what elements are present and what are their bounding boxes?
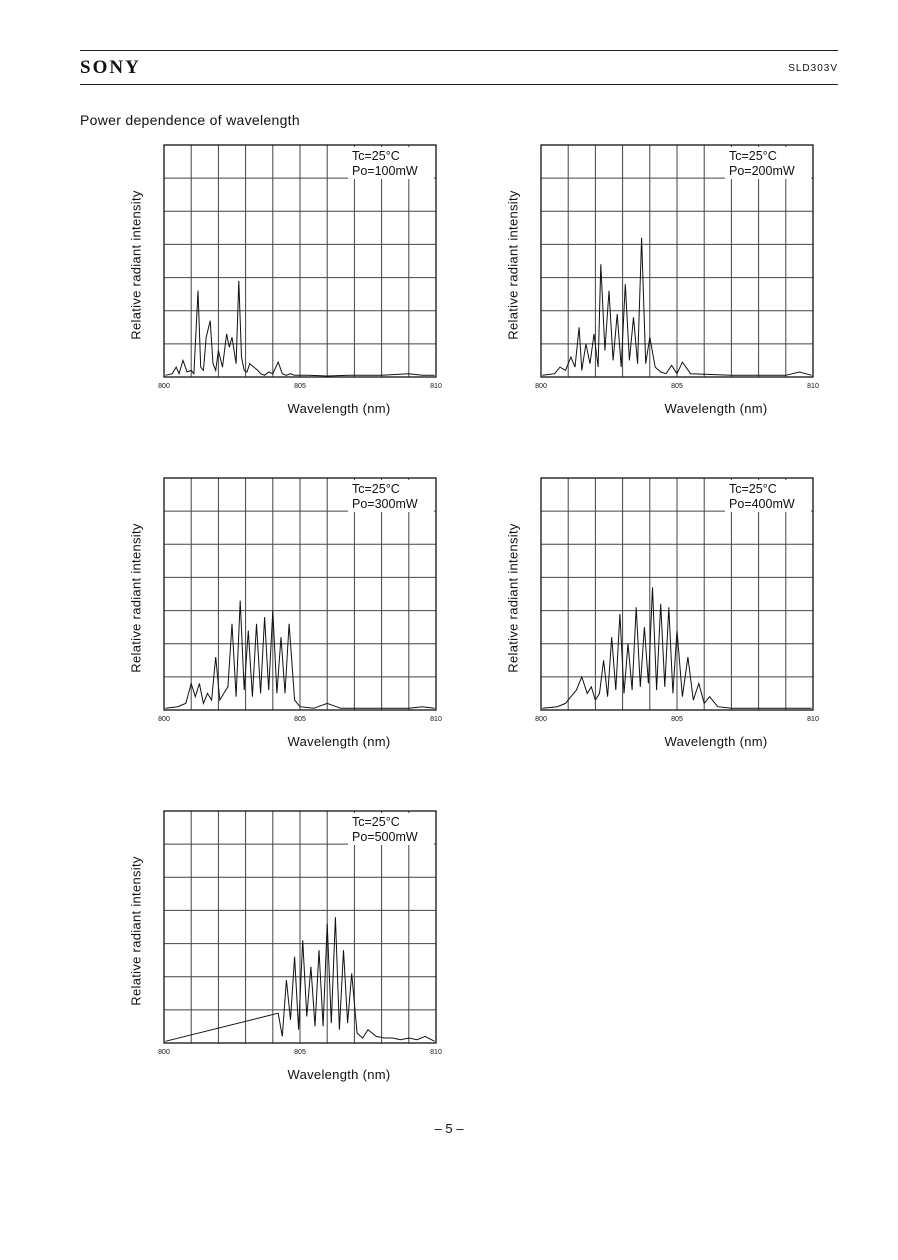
x-tick-label: 810	[807, 716, 819, 723]
x-tick-label: 800	[535, 716, 547, 723]
x-tick-label: 810	[430, 716, 442, 723]
x-axis-label: Wavelength (nm)	[287, 1067, 391, 1082]
y-axis-label: Relative radiant intensity	[128, 856, 144, 1006]
x-tick-label: 800	[158, 716, 170, 723]
y-axis-label: Relative radiant intensity	[128, 190, 144, 340]
x-tick-label: 810	[430, 383, 442, 390]
condition-label: Tc=25°C	[729, 482, 777, 496]
condition-label: Po=400mW	[729, 497, 795, 511]
x-tick-label: 800	[158, 383, 170, 390]
x-tick-label: 810	[430, 1049, 442, 1056]
x-tick-label: 805	[671, 716, 683, 723]
brand-logo: SONY	[80, 57, 141, 78]
page-number: – 5 –	[434, 1121, 464, 1136]
y-axis-label: Relative radiant intensity	[505, 190, 521, 340]
x-axis-label: Wavelength (nm)	[664, 401, 768, 416]
chart-panel-500mw	[118, 811, 478, 1111]
condition-label: Tc=25°C	[352, 149, 400, 163]
x-tick-label: 800	[158, 1049, 170, 1056]
x-axis-label: Wavelength (nm)	[287, 401, 391, 416]
condition-label: Tc=25°C	[352, 482, 400, 496]
y-axis-label: Relative radiant intensity	[505, 523, 521, 673]
condition-label: Po=500mW	[352, 830, 418, 844]
chart-panel-200mw	[495, 145, 855, 445]
condition-label: Tc=25°C	[729, 149, 777, 163]
x-tick-label: 805	[294, 1049, 306, 1056]
x-tick-label: 800	[535, 383, 547, 390]
header-bottom-rule	[80, 84, 838, 85]
x-axis-label: Wavelength (nm)	[664, 734, 768, 749]
chart-panel-400mw	[495, 478, 855, 778]
chart-panel-100mw	[118, 145, 478, 445]
condition-label: Po=100mW	[352, 164, 418, 178]
chart-panel-300mw	[118, 478, 478, 778]
x-axis-label: Wavelength (nm)	[287, 734, 391, 749]
x-tick-label: 805	[671, 383, 683, 390]
x-tick-label: 805	[294, 716, 306, 723]
spectrum-chart	[495, 145, 855, 395]
x-tick-label: 805	[294, 383, 306, 390]
spectrum-chart	[118, 811, 478, 1061]
condition-label: Po=300mW	[352, 497, 418, 511]
document-id: SLD303V	[788, 63, 838, 74]
spectrum-chart	[495, 478, 855, 728]
header-top-rule	[80, 50, 838, 51]
x-tick-label: 810	[807, 383, 819, 390]
spectrum-chart	[118, 478, 478, 728]
condition-label: Po=200mW	[729, 164, 795, 178]
condition-label: Tc=25°C	[352, 815, 400, 829]
section-title: Power dependence of wavelength	[80, 112, 300, 128]
spectrum-chart	[118, 145, 478, 395]
y-axis-label: Relative radiant intensity	[128, 523, 144, 673]
